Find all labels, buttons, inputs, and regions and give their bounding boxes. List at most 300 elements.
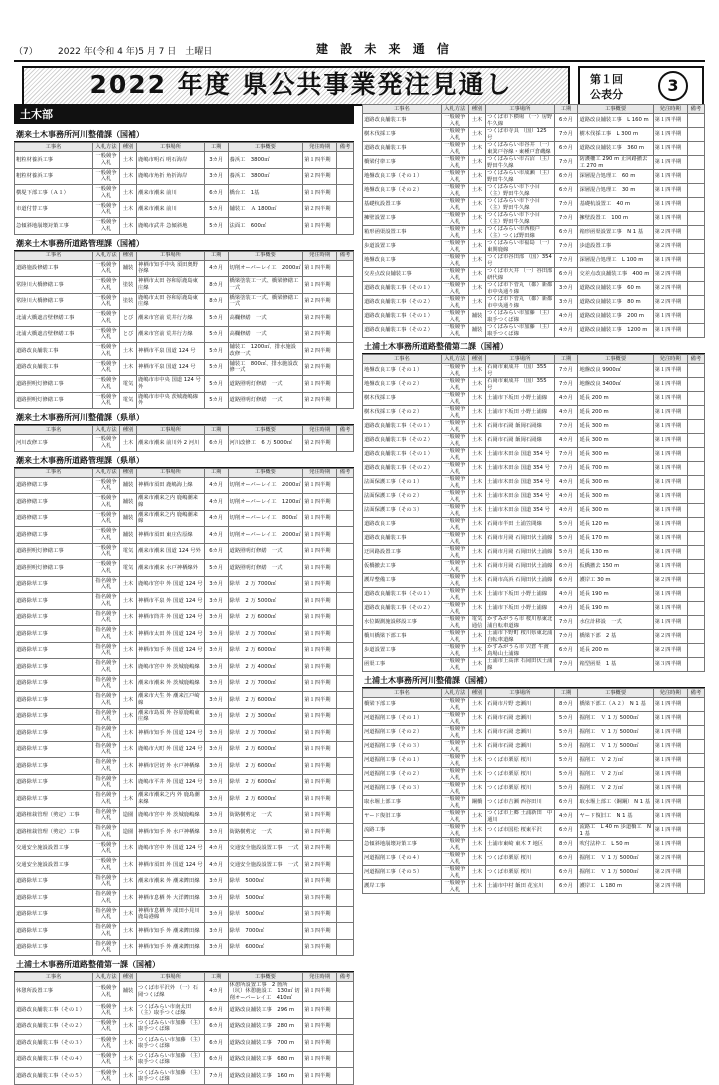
- table-cell: 除草 5000㎡: [228, 906, 303, 923]
- table-cell: 延長 130 m: [578, 546, 653, 560]
- table-cell: 6カ月: [554, 226, 578, 240]
- table-cell: 4カ月: [554, 476, 578, 490]
- table-cell: 第１四半期: [303, 185, 337, 202]
- table-cell: 石岡市高浜 石岡田伏土浦線: [486, 574, 554, 588]
- table-cell: 土浦市木田余 国道 354 号: [486, 448, 554, 462]
- table-row: [363, 726, 705, 740]
- table-row: [363, 754, 705, 768]
- table-cell: 道路改良舗装工事 680 m: [228, 1051, 303, 1068]
- table-cell: 道路改良舗装工事（その１）: [363, 448, 442, 462]
- table-cell: 一般競争入札: [441, 462, 468, 476]
- table-cell: 舗装: [469, 324, 486, 338]
- table-cell: 一般競争入札: [441, 740, 468, 754]
- table-cell: [337, 982, 354, 1002]
- table-row: [15, 494, 354, 511]
- table-cell: 河道掘削工事（その４）: [363, 852, 442, 866]
- table-cell: 土木: [469, 364, 486, 378]
- table-cell: 第１四半期: [653, 546, 687, 560]
- table-cell: 電気: [120, 543, 137, 560]
- table-cell: 河道掘削工事（その１）: [363, 754, 442, 768]
- table-cell: 土木: [120, 201, 137, 218]
- table-cell: 道路改良舗装工事 1200 m: [578, 324, 653, 338]
- table-cell: 第１四半期: [653, 310, 687, 324]
- table-cell: 道路改良舗装工事 296 m: [228, 1002, 303, 1019]
- table-cell: つくば市栗原 桜川: [486, 754, 554, 768]
- table-cell: 延長 190 m: [578, 588, 653, 602]
- table-cell: 一般競争入札: [92, 260, 119, 277]
- table-cell: 潮来市潮来 前川: [137, 201, 205, 218]
- table-cell: [337, 923, 354, 940]
- table-cell: 河道掘削工事（その３）: [363, 782, 442, 796]
- table-cell: つくばみらい市加藤 （主）取手つくば線: [487, 324, 553, 337]
- table-cell: [337, 576, 354, 593]
- table-cell: 土木: [120, 725, 137, 742]
- table-cell: 4カ月: [204, 982, 228, 1002]
- table-cell: 養浜工 3800㎥: [228, 168, 303, 185]
- table-cell: [337, 873, 354, 890]
- table-cell: 除草 2 万 4000㎡: [228, 659, 303, 676]
- table-cell: かすみがうら市 宍倉 牛渡鳥場山土浦線: [486, 644, 554, 658]
- table-cell: 第２四半期: [303, 840, 337, 857]
- table-cell: 8カ月: [554, 838, 578, 852]
- table-row: [363, 866, 705, 880]
- column-header: 発注時期: [303, 468, 337, 477]
- table-row: [15, 326, 354, 343]
- table-cell: 指名競争入札: [92, 675, 119, 692]
- table-cell: 土木: [469, 740, 486, 754]
- table-cell: 指名競争入札: [92, 741, 119, 758]
- table-cell: 交差点改良舗装工事: [363, 268, 442, 282]
- table-row: [15, 774, 354, 791]
- table-cell: 一般競争入札: [441, 616, 468, 630]
- column-header: 工事名: [363, 105, 442, 114]
- table-cell: 土木: [120, 435, 137, 452]
- column-header: 工事場所: [137, 251, 205, 260]
- table-cell: 3カ月: [204, 168, 228, 185]
- table-cell: 延長 300 m: [578, 448, 653, 462]
- office-heading: 潮来土木事務所河川整備課（国補）: [14, 126, 354, 142]
- table-row: [363, 644, 705, 658]
- table-cell: 土浦市下坂田 小野土浦線: [486, 406, 554, 420]
- table-cell: 6カ月: [204, 1051, 228, 1068]
- table-cell: 8カ月: [204, 277, 228, 294]
- table-cell: 石岡市半田 土浦笠間線: [486, 518, 554, 532]
- table-cell: 第１四半期: [653, 476, 687, 490]
- table-cell: 5カ月: [554, 518, 578, 532]
- table-cell: 北浦大橋遮音壁修繕工事: [15, 310, 93, 327]
- table-cell: 土木: [120, 168, 137, 185]
- table-cell: 延長 170 m: [578, 532, 653, 546]
- table-row: [363, 142, 705, 156]
- table-cell: [687, 142, 704, 156]
- table-cell: 一般競争入札: [92, 857, 119, 874]
- table-cell: 一般競争入札: [92, 840, 119, 857]
- table-cell: 延長 120 m: [578, 518, 653, 532]
- table-cell: 第２四半期: [303, 168, 337, 185]
- table-cell: 切削オーバーレイ工 1200㎡: [228, 494, 303, 511]
- table-cell: 造園: [120, 824, 137, 841]
- table-cell: 5カ月: [204, 218, 228, 235]
- table-cell: 除草 2 万 7000㎡: [228, 725, 303, 742]
- table-row: [363, 462, 705, 476]
- table-row: [363, 546, 705, 560]
- table-cell: 第２四半期: [653, 866, 687, 880]
- column-header: 工事名: [15, 468, 93, 477]
- table-cell: [687, 184, 704, 198]
- table-cell: 4カ月: [554, 588, 578, 602]
- table-cell: 5カ月: [204, 310, 228, 327]
- table-cell: つくばみらい市谷井 （一）東箕戸谷線・東種戸倉磯線: [487, 142, 553, 155]
- table-cell: 第１四半期: [653, 212, 687, 226]
- banner-title: 2022 年度 県公共事業発注見通し: [89, 70, 513, 99]
- table-row: [15, 659, 354, 676]
- table-cell: つくば市上郷 土浦新田 中通川: [487, 810, 553, 823]
- table-cell: 急傾斜地崩壊対策工事: [363, 838, 442, 852]
- column-header: 工期: [204, 143, 228, 152]
- table-cell: 一般競争入札: [92, 277, 119, 294]
- table-cell: 7カ月: [554, 420, 578, 434]
- table-cell: つくばみらい市南太田 （主）取手つくば線: [137, 1002, 205, 1019]
- table-cell: 道路照明灯修繕工事: [15, 543, 93, 560]
- table-cell: [337, 1051, 354, 1068]
- column-header: 工期: [554, 105, 578, 114]
- column-header: 工事場所: [486, 355, 554, 364]
- table-cell: 第２四半期: [303, 359, 337, 376]
- table-row: [15, 725, 354, 742]
- table-cell: 橋梁付帯工事: [363, 156, 442, 170]
- table-cell: 4カ月: [554, 602, 578, 616]
- table-cell: 道路改良舗装工事（その２）: [363, 296, 442, 310]
- table-cell: 鹿嶋市明石 明石海岸: [137, 152, 205, 169]
- table-cell: 3カ月: [204, 642, 228, 659]
- table-cell: 鹿嶋市市中央 国道 124 号外: [137, 376, 205, 393]
- table-cell: 第２四半期: [303, 392, 337, 409]
- table-cell: [337, 939, 354, 956]
- table-row: [363, 518, 705, 532]
- table-cell: [687, 644, 704, 658]
- table-cell: 指名競争入札: [92, 774, 119, 791]
- table-cell: 土木: [120, 1018, 137, 1035]
- table-row: [363, 156, 705, 170]
- table-cell: [687, 212, 704, 226]
- table-cell: 神栖市太田 谷和原鹿島東庄線: [137, 277, 205, 294]
- table-cell: 3カ月: [204, 758, 228, 775]
- table-cell: 土木: [469, 226, 486, 240]
- table-row: [363, 824, 705, 838]
- table-row: [363, 560, 705, 574]
- table-cell: 石岡市月岡 石岡田伏土浦線: [486, 546, 554, 560]
- table-cell: 道路改良舗装工事 160 m: [228, 1068, 303, 1085]
- table-cell: 指名競争入札: [92, 873, 119, 890]
- table-cell: 第３四半期: [653, 658, 687, 672]
- table-cell: 舗装: [120, 510, 137, 527]
- table-cell: 7カ月: [554, 240, 578, 254]
- table-cell: 指名競争入札: [92, 576, 119, 593]
- table-cell: 第１四半期: [653, 198, 687, 212]
- table-row: [363, 212, 705, 226]
- table-cell: 道路除草工事: [15, 906, 93, 923]
- column-header: 備考: [687, 689, 704, 698]
- table-header-row: [15, 973, 354, 982]
- table-cell: 河道掘削工事（その１）: [363, 712, 442, 726]
- table-cell: 第２四半期: [303, 310, 337, 327]
- table-cell: 5カ月: [554, 740, 578, 754]
- table-cell: 水位観測施設移設工事: [363, 616, 442, 630]
- table-cell: ヤード復旧工事: [363, 810, 442, 824]
- table-cell: 一般競争入札: [441, 364, 468, 378]
- table-cell: 5カ月: [554, 782, 578, 796]
- column-header: 備考: [337, 468, 354, 477]
- table-cell: かすみがうら市 桜川県東北浦自転車道線: [487, 616, 553, 629]
- table-cell: 橋梁下部工事: [363, 698, 442, 712]
- table-row: [15, 527, 354, 544]
- table-cell: 第１四半期: [303, 725, 337, 742]
- table-cell: 鹿嶋市宮中 外 茨城鹿嶋線: [137, 807, 205, 824]
- table-cell: 第１四半期: [303, 807, 337, 824]
- table-cell: 一般競争入札: [92, 982, 119, 1002]
- table-row: [15, 939, 354, 956]
- table-cell: 一般競争入札: [92, 218, 119, 235]
- table-cell: [687, 588, 704, 602]
- table-cell: 神栖市須田 外 国道 124 号: [137, 857, 205, 874]
- table-cell: [337, 692, 354, 709]
- table-cell: [687, 754, 704, 768]
- table-cell: 土木: [120, 609, 137, 626]
- table-cell: [687, 406, 704, 420]
- table-cell: 除草 6000㎡: [228, 939, 303, 956]
- table-cell: [337, 527, 354, 544]
- table-cell: 土木: [120, 873, 137, 890]
- table-cell: [687, 546, 704, 560]
- table-cell: [687, 518, 704, 532]
- table-cell: つくばみらい市西根戸 （主）つくば野田線: [486, 226, 554, 240]
- table-cell: 道路除草工事: [15, 692, 93, 709]
- table-cell: [687, 420, 704, 434]
- right-column: [362, 104, 705, 894]
- table-cell: 4カ月: [204, 527, 228, 544]
- table-cell: 土木: [469, 392, 486, 406]
- table-cell: 延長 200 m: [578, 644, 653, 658]
- table-cell: 潮来市潮来 前川外 2 河川: [137, 435, 205, 452]
- table-cell: 除草 2 万 6000㎡: [228, 791, 303, 808]
- table-cell: 石岡市東成井 （国）355 号: [486, 378, 554, 392]
- table-cell: 4カ月: [204, 477, 228, 494]
- table-cell: 第２四半期: [653, 630, 687, 644]
- table-cell: 神栖市息栖 外 大洋鉾田線: [137, 890, 205, 907]
- table-row: [363, 796, 705, 810]
- table-cell: つくば市栗原 桜川: [486, 852, 554, 866]
- table-cell: 指名競争入札: [92, 708, 119, 725]
- table-row: [15, 807, 354, 824]
- table-cell: 土木: [120, 576, 137, 593]
- table-row: [363, 378, 705, 392]
- table-cell: 4カ月: [554, 504, 578, 518]
- table-cell: 道路修繕工事: [15, 494, 93, 511]
- table-cell: 道路除草工事: [15, 576, 93, 593]
- table-cell: 6カ月: [554, 574, 578, 588]
- table-cell: 除草 2 万 6000㎡: [228, 741, 303, 758]
- table-cell: 土木: [469, 880, 486, 894]
- table-cell: 一般競争入札: [441, 476, 468, 490]
- table-row: [363, 198, 705, 212]
- table-cell: 地盤改良工事（その２）: [363, 184, 442, 198]
- table-row: [363, 268, 705, 282]
- table-cell: 3カ月: [554, 282, 578, 296]
- table-cell: 法面保護工事（その１）: [363, 476, 442, 490]
- table-cell: 一般競争入札: [92, 1018, 119, 1035]
- table-cell: つくばみらい市下小目 （主）野田牛久線: [486, 212, 554, 226]
- table-cell: [687, 630, 704, 644]
- column-header: 種別: [469, 689, 486, 698]
- table-row: [15, 152, 354, 169]
- table-cell: 神栖市息栖 外 成田小見川鹿島港線: [137, 906, 205, 923]
- table-cell: [687, 866, 704, 880]
- table-cell: 電気: [120, 560, 137, 577]
- table-cell: 鋼橋: [469, 796, 486, 810]
- table-cell: 土木: [120, 1051, 137, 1068]
- table-row: [363, 740, 705, 754]
- table-cell: 一般競争入札: [441, 546, 468, 560]
- table-cell: 土浦市木田余 国道 354 号: [486, 476, 554, 490]
- table-cell: 3カ月: [204, 609, 228, 626]
- table-cell: 地盤改良工事（その１）: [363, 364, 442, 378]
- table-cell: 地盤改良工事: [363, 254, 442, 268]
- column-header: 入札方法: [441, 689, 468, 698]
- table-cell: 神栖市知手中央 須田奥野谷線: [137, 260, 205, 277]
- table-cell: 一般競争入札: [441, 824, 468, 838]
- table-cell: 第２四半期: [653, 282, 687, 296]
- table-cell: 土木: [120, 857, 137, 874]
- table-cell: 潮来市大生 外 潮来江戸崎線: [137, 692, 205, 709]
- table-cell: 土木: [120, 593, 137, 610]
- project-table: [14, 142, 354, 235]
- table-cell: 第２四半期: [653, 880, 687, 894]
- table-cell: [337, 725, 354, 742]
- table-cell: 6カ月: [554, 268, 578, 282]
- table-cell: 5カ月: [204, 343, 228, 360]
- table-row: [363, 782, 705, 796]
- table-cell: 指名競争入札: [92, 626, 119, 643]
- table-cell: [687, 310, 704, 324]
- table-cell: 3カ月: [204, 791, 228, 808]
- table-cell: [337, 560, 354, 577]
- table-cell: 一般競争入札: [441, 630, 468, 644]
- table-cell: 切削オーバーレイ工 2000㎡: [228, 527, 303, 544]
- table-cell: 土木: [469, 170, 486, 184]
- table-cell: 道路改良舗装工事 360 m: [578, 142, 653, 156]
- table-cell: 道路除草工事: [15, 609, 93, 626]
- table-cell: [687, 364, 704, 378]
- column-header: 入札方法: [92, 251, 119, 260]
- table-cell: [337, 741, 354, 758]
- table-cell: 掘削工 Ｖ 1 万 5000㎥: [578, 726, 653, 740]
- table-cell: 第１四半期: [303, 642, 337, 659]
- table-row: [15, 1002, 354, 1019]
- table-cell: [337, 218, 354, 235]
- table-cell: 土木: [469, 754, 486, 768]
- table-cell: 土木: [469, 128, 486, 142]
- page-banner: [22, 66, 570, 106]
- column-header: 工事名: [15, 251, 93, 260]
- table-cell: 指名競争入札: [92, 692, 119, 709]
- table-cell: 6カ月: [204, 1018, 228, 1035]
- table-cell: [337, 201, 354, 218]
- table-cell: 土木: [469, 546, 486, 560]
- table-cell: 第３四半期: [303, 939, 337, 956]
- table-cell: 第２四半期: [303, 343, 337, 360]
- table-row: [363, 254, 705, 268]
- table-cell: 第１四半期: [653, 324, 687, 338]
- table-cell: 一般競争入札: [441, 698, 468, 712]
- table-cell: 一般競争入札: [441, 768, 468, 782]
- table-cell: 土木: [469, 420, 486, 434]
- project-table: [14, 251, 354, 410]
- table-cell: 道路改良舗装工事 200 m: [578, 310, 653, 324]
- table-cell: [337, 343, 354, 360]
- table-row: [363, 406, 705, 420]
- table-cell: [687, 296, 704, 310]
- column-header: 種別: [120, 973, 137, 982]
- table-cell: 一般競争入札: [441, 754, 468, 768]
- table-row: [15, 1051, 354, 1068]
- table-cell: つくば市国松 桜東平沢: [486, 824, 554, 838]
- table-cell: 道路改良舗装工事: [363, 142, 442, 156]
- table-cell: 一般競争入札: [441, 810, 468, 824]
- column-header: 工事名: [363, 689, 442, 698]
- table-cell: 除草 2 万 6000㎡: [228, 642, 303, 659]
- column-header: 工事名: [15, 973, 93, 982]
- column-header: 工事名: [15, 426, 93, 435]
- table-cell: 第１四半期: [303, 260, 337, 277]
- table-cell: 5カ月: [204, 376, 228, 393]
- column-header: 発注時期: [653, 105, 687, 114]
- table-cell: [687, 490, 704, 504]
- table-cell: [687, 698, 704, 712]
- table-cell: [687, 838, 704, 852]
- table-cell: 道路改良舗装工事（その２）: [363, 324, 442, 338]
- table-cell: 7カ月: [554, 212, 578, 226]
- table-cell: 土木: [469, 838, 486, 852]
- table-row: [363, 226, 705, 240]
- table-row: [363, 838, 705, 852]
- table-cell: 一般競争入札: [441, 254, 468, 268]
- table-cell: 道路除草工事: [15, 890, 93, 907]
- table-cell: [337, 906, 354, 923]
- table-cell: 道路照明灯修繕工事: [15, 376, 93, 393]
- column-header: 工事場所: [486, 689, 554, 698]
- table-cell: 土木: [120, 152, 137, 169]
- table-row: [15, 758, 354, 775]
- table-cell: 神栖市知手 外 国道 124 号: [137, 642, 205, 659]
- table-cell: 第２四半期: [303, 201, 337, 218]
- table-cell: 6カ月: [554, 114, 578, 128]
- table-cell: 一般競争入札: [92, 1002, 119, 1019]
- masthead: [14, 38, 705, 60]
- table-cell: 一般競争入札: [441, 434, 468, 448]
- table-cell: 法面工 600㎡: [228, 218, 303, 235]
- table-header-row: [363, 105, 705, 114]
- table-cell: 4カ月: [204, 510, 228, 527]
- table-cell: 一般競争入札: [441, 324, 468, 338]
- table-cell: 道路除草工事: [15, 659, 93, 676]
- table-cell: 第１四半期: [303, 982, 337, 1002]
- table-cell: 3カ月: [204, 741, 228, 758]
- table-row: [15, 857, 354, 874]
- table-cell: 第１四半期: [653, 796, 687, 810]
- table-cell: 土木: [469, 448, 486, 462]
- table-cell: つくばみらい市福島 （一）東関鹿線: [487, 240, 553, 253]
- table-cell: 一般競争入札: [441, 392, 468, 406]
